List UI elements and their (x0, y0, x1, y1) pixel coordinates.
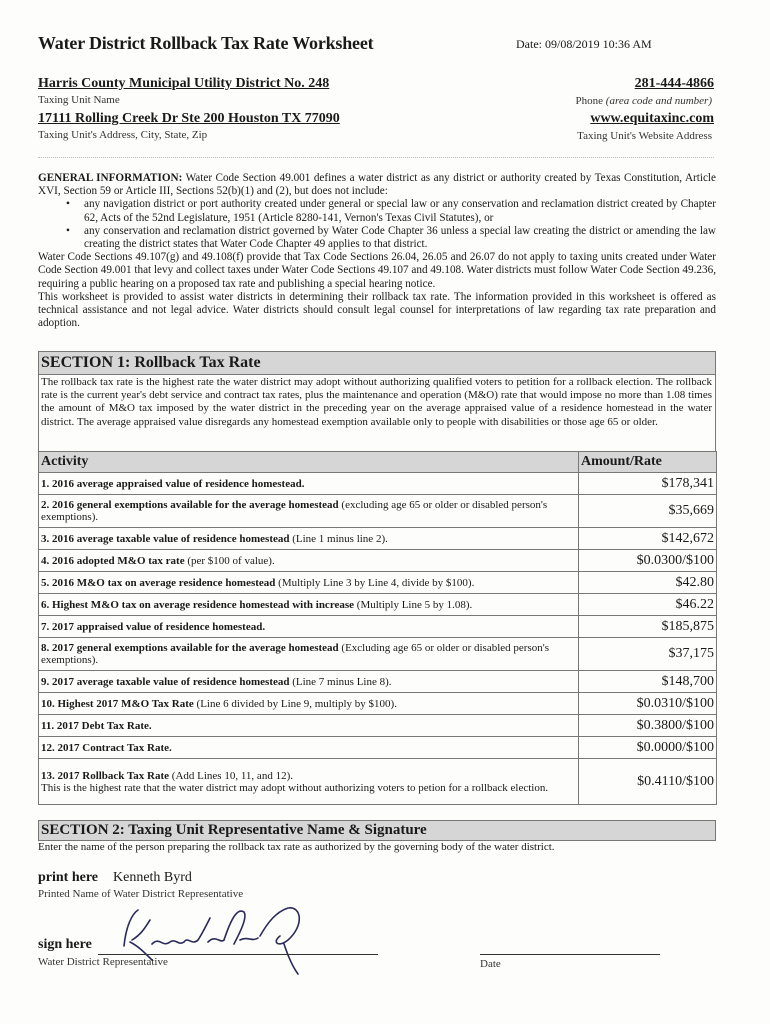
section2-note: Enter the name of the person preparing the rollback tax rate as authorized by the governing body of the water district. (38, 841, 555, 853)
general-bullet: • any navigation district or port authority created under general or special law or any conservation and reclamation district created by Chapter 62, Acts of the 52nd Legislature, 1951 (Article 8280-141, Vernon's Texas Civil Statutes), or (84, 198, 716, 224)
amount-cell: $0.0000/$100 (579, 737, 717, 759)
amount-cell: $37,175 (579, 638, 717, 671)
activity-header: Activity (39, 452, 579, 473)
table-row: 4. 2016 adopted M&O tax rate (per $100 of value). (39, 550, 579, 572)
table-row: 12. 2017 Contract Tax Rate. (39, 737, 579, 759)
table-row: 7. 2017 appraised value of residence homestead. (39, 616, 579, 638)
printed-name: Kenneth Byrd (113, 870, 192, 885)
rollback-worksheet-table (38, 451, 717, 805)
section1-heading: SECTION 1: Rollback Tax Rate (38, 351, 716, 375)
phone-label: Phone (area code and number) (575, 95, 712, 107)
general-information: GENERAL INFORMATION: Water Code Section 49.001 defines a water district as any district or authority created by Texas Constitution, Article XVI, Section 59 or Article III, Sections 52(b)(1) and (2), but does not include: • any navigation district or port authority created under general or special law or any conservation and reclamation district created by Chapter 62, Acts of the 52nd Legislature, 1951 (Article 8280-141, Vernon's Texas Civil Statutes), or • any conservation and reclamation district governed by Water Code Chapter 36 unless a special law creating the district or amending the law creating the district states that Water Code Chapter 49 applies to that district. Water Code Sections 49.107(g) and 49.108(f) provide that Tax Code Sections 26.04, 26.05 and 26.07 do not apply to taxing units created under Water Code Section 49.001 that levy and collect taxes under Water Code Sections 49.107 and 49.108. Water districts must follow Water Code Section 49.236, requiring a public hearing on a proposed tax rate and publishing a special hearing notice. This worksheet is provided to assist water districts in determining their rollback tax rate. The information provided in this worksheet is offered as technical assistance and not legal advice. Water districts should consult legal counsel for interpretations of law regarding tax rate preparation and adoption. (38, 172, 716, 330)
table-row: 5. 2016 M&O tax on average residence homestead (Multiply Line 3 by Line 4, divide by $100). (39, 572, 579, 594)
taxing-unit-name: Harris County Municipal Utility District No. 248 (38, 76, 330, 91)
signature-label: Water District Representative (38, 956, 168, 968)
amount-cell: $42.80 (579, 572, 717, 594)
amount-header: Amount/Rate (579, 452, 717, 473)
table-row: 13. 2017 Rollback Tax Rate (Add Lines 10, 11, and 12). This is the highest rate that the water district may adopt without authorizing voters to petion for a rollback election. (39, 759, 579, 805)
sign-here-label: sign here (38, 937, 92, 952)
amount-cell: $148,700 (579, 671, 717, 693)
amount-cell: $0.0300/$100 (579, 550, 717, 572)
printed-name-label: Printed Name of Water District Representative (38, 888, 244, 900)
signature-line (98, 954, 378, 955)
print-date: Date: 09/08/2019 10:36 AM (516, 37, 652, 51)
print-here-label: print here (38, 870, 99, 885)
date-label: Date (480, 958, 501, 970)
page-title: Water District Rollback Tax Rate Worksheet (38, 33, 374, 53)
website: www.equitaxinc.com (590, 111, 714, 126)
phone-number: 281-444-4866 (634, 76, 714, 91)
website-label: Taxing Unit's Website Address (577, 130, 712, 142)
amount-cell: $0.3800/$100 (579, 715, 717, 737)
amount-cell: $35,669 (579, 495, 717, 528)
table-row: 1. 2016 average appraised value of residence homestead. (39, 473, 579, 495)
table-row: 9. 2017 average taxable value of residence homestead (Line 7 minus Line 8). (39, 671, 579, 693)
amount-cell: $0.4110/$100 (579, 759, 717, 805)
table-row: 10. Highest 2017 M&O Tax Rate (Line 6 divided by Line 9, multiply by $100). (39, 693, 579, 715)
general-bullet: • any conservation and reclamation district governed by Water Code Chapter 36 unless a special law creating the district or amending the law creating the district states that Water Code Chapter 49 applies to that district. (84, 225, 716, 251)
date-line (480, 954, 660, 955)
table-row: 11. 2017 Debt Tax Rate. (39, 715, 579, 737)
amount-cell: $0.0310/$100 (579, 693, 717, 715)
amount-cell: $185,875 (579, 616, 717, 638)
section1-description: The rollback tax rate is the highest rate the water district may adopt without authorizing qualified voters to petition for a rollback election. The rollback rate is the current year's debt service and contract tax rates, plus the maintenance and operation (M&O) rate that would impose no more than 1.08 times the amount of M&O tax imposed by the water district in the preceding year on the average appraised value of a residence homestead in the water district. The average appraised value disregards any homestead exemption available only to people with disabilities or those age 65 or older. (38, 374, 716, 452)
taxing-unit-name-label: Taxing Unit Name (38, 94, 120, 106)
table-row: 8. 2017 general exemptions available for the average homestead (Excluding age 65 or older or disabled person's exemptions). (39, 638, 579, 671)
table-row: 6. Highest M&O tax on average residence homestead with increase (Multiply Line 5 by 1.08). (39, 594, 579, 616)
amount-cell: $178,341 (579, 473, 717, 495)
amount-cell: $142,672 (579, 528, 717, 550)
taxing-unit-address-label: Taxing Unit's Address, City, State, Zip (38, 129, 208, 141)
divider (38, 157, 714, 158)
table-row: 2. 2016 general exemptions available for the average homestead (excluding age 65 or older or disabled person's exemptions). (39, 495, 579, 528)
table-row: 3. 2016 average taxable value of residence homestead (Line 1 minus line 2). (39, 528, 579, 550)
section2-heading: SECTION 2: Taxing Unit Representative Name & Signature (38, 820, 716, 841)
amount-cell: $46.22 (579, 594, 717, 616)
taxing-unit-address: 17111 Rolling Creek Dr Ste 200 Houston TX 77090 (38, 111, 340, 126)
